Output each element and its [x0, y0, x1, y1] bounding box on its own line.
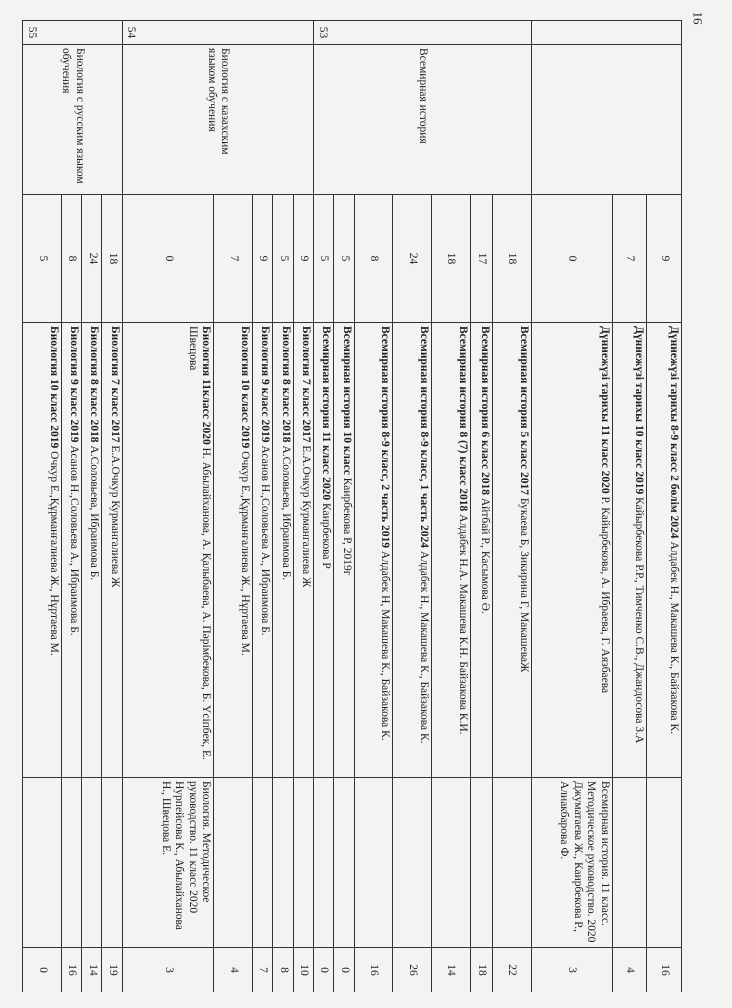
- quantity-cell: 17: [470, 195, 492, 323]
- textbook-authors: Очкур Е.,Құрманғалиева Ж., Нұртаева М.: [238, 448, 251, 656]
- count-cell: 14: [82, 948, 102, 993]
- textbook-title: Всемирная история 6 класс 2018: [478, 326, 491, 495]
- count-cell: 4: [214, 948, 253, 993]
- quantity-cell: 18: [102, 195, 122, 323]
- textbook-title-cell: [23, 323, 62, 778]
- methodical-guide-cell: [252, 778, 272, 948]
- textbook-title: Всемирная история 10 класс: [340, 326, 353, 475]
- quantity-cell: 18: [431, 195, 470, 323]
- textbook-authors: Алдабек Н., Макашева К., Байзакова К.: [668, 538, 680, 735]
- methodical-guide-cell: [313, 778, 333, 948]
- textbook-title-cell: [334, 323, 354, 778]
- count-cell: 3: [122, 948, 214, 993]
- textbook-title-cell: [431, 323, 470, 778]
- textbook-title: Всемирная история 8 (7) класс 2018: [456, 326, 469, 512]
- methodical-guide-cell: [23, 778, 62, 948]
- count-cell: 7: [252, 948, 272, 993]
- subject-cell: Всемирная история: [313, 45, 531, 195]
- quantity-cell: 7: [214, 195, 253, 323]
- quantity-cell: 8: [61, 195, 81, 323]
- count-cell: 0: [334, 948, 354, 993]
- count-cell: 0: [23, 948, 62, 993]
- quantity-cell: 5: [313, 195, 333, 323]
- textbook-authors: Очкур Е.,Құрманғалиева Ж., Нұртаева М.: [47, 448, 60, 656]
- textbook-title-cell: [273, 323, 293, 778]
- methodical-guide-cell: [492, 778, 531, 948]
- textbook-title: Биология 11класс 2020: [200, 326, 213, 445]
- row-index-cell: 54: [122, 21, 313, 45]
- textbook-authors: А.Соловьева, Ибраимова Б.: [88, 442, 101, 581]
- quantity-cell: 24: [82, 195, 102, 323]
- textbook-authors: Айтбай Р., Касымова Ә.: [478, 494, 491, 614]
- textbook-title-cell: [102, 323, 122, 778]
- textbook-title: Биология 9 класс 2019: [68, 326, 81, 443]
- count-cell: 19: [102, 948, 122, 993]
- textbook-title-cell: [393, 323, 432, 778]
- subject-cell: [531, 45, 681, 195]
- table-body: [23, 21, 682, 993]
- textbook-authors: Асанов Н.,Соловьева А., Ибраимова Б.: [68, 442, 81, 636]
- count-cell: 8: [273, 948, 293, 993]
- count-cell: 16: [647, 948, 682, 993]
- textbook-title-cell: [531, 323, 612, 778]
- textbook-title-cell: [82, 323, 102, 778]
- textbook-table-wrapper: [22, 20, 682, 992]
- textbook-title: Биология 7 класс 2017: [108, 326, 121, 443]
- textbook-title-cell: [470, 323, 492, 778]
- count-cell: 26: [393, 948, 432, 993]
- methodical-guide-cell: [354, 778, 393, 948]
- quantity-cell: 7: [612, 195, 647, 323]
- methodical-guide-cell: [431, 778, 470, 948]
- textbook-title: Всемирная история 8-9 класс, 2 часть 2019: [379, 326, 392, 549]
- textbook-title: Всемирная история 11 класс 2020: [320, 326, 333, 501]
- count-cell: 16: [354, 948, 393, 993]
- row-index-cell: 53: [313, 21, 531, 45]
- subject-cell: Биология с русским языком обучения: [23, 45, 123, 195]
- textbook-title-cell: [214, 323, 253, 778]
- textbook-title: Биология 7 класс 2017: [299, 326, 312, 443]
- methodical-guide-cell: [470, 778, 492, 948]
- quantity-cell: 9: [293, 195, 313, 323]
- quantity-cell: 5: [334, 195, 354, 323]
- rotated-table-container: [22, 20, 682, 992]
- textbook-authors: Кайырбекова Р.Р., Тимченко С.В., Джандосова З.А: [633, 494, 646, 744]
- count-cell: 14: [431, 948, 470, 993]
- textbook-authors: Р. Кайырбекова, А. Ибраева, Г. Аязбаева: [598, 493, 611, 694]
- methodical-guide-cell: Всемирная история. 11 класс. Методическое руководство. 2020 Джуматаева Ж., Каирбекова Р., Алиакбарова Ф.: [531, 778, 612, 948]
- count-cell: 4: [612, 948, 647, 993]
- textbook-title-cell: [492, 323, 531, 778]
- methodical-guide-cell: Биология. Методическое руководство. 11 класс 2020 Нурпейсова К., Абылайханова Н., Швецова Е.: [122, 778, 214, 948]
- textbook-title: Всемирная история 8-9 класс, 1 часть 2024: [417, 326, 430, 549]
- table-row: [647, 21, 682, 993]
- methodical-guide-cell: [82, 778, 102, 948]
- textbook-title: Биология 8 класс 2018: [279, 326, 292, 443]
- textbook-authors: Алдабек Н, Макашева К., Байзакова К.: [379, 548, 392, 741]
- textbook-inventory-table: [22, 20, 682, 992]
- textbook-authors: Букаева Б, Зикирина Г, МакашеваЖ: [517, 494, 530, 673]
- count-cell: 18: [470, 948, 492, 993]
- textbook-title-cell: [612, 323, 647, 778]
- textbook-title: Биология 10 класс 2019: [238, 326, 251, 449]
- quantity-cell: 9: [252, 195, 272, 323]
- count-cell: 3: [531, 948, 612, 993]
- methodical-guide-cell: [612, 778, 647, 948]
- count-cell: 10: [293, 948, 313, 993]
- textbook-title: Дүниежүзі тарихы 11 класс 2020: [598, 326, 611, 494]
- textbook-title-cell: [293, 323, 313, 778]
- quantity-cell: 9: [647, 195, 682, 323]
- textbook-title: Дүниежүзі тарихы 10 класс 2019: [633, 326, 646, 495]
- methodical-guide-cell: [273, 778, 293, 948]
- methodical-guide-cell: [61, 778, 81, 948]
- table-row: [102, 21, 122, 993]
- textbook-authors: А.Соловьева, Ибраимова Б.: [279, 442, 292, 581]
- methodical-guide-cell: [214, 778, 253, 948]
- page-number: 16: [690, 11, 706, 25]
- quantity-cell: 0: [122, 195, 214, 323]
- textbook-title: Биология 10 класс 2019: [47, 326, 60, 449]
- methodical-guide-cell: [393, 778, 432, 948]
- textbook-authors: Каирбекова Р: [320, 500, 333, 569]
- quantity-cell: 8: [354, 195, 393, 323]
- textbook-title: Биология 9 класс 2019: [259, 326, 272, 443]
- textbook-title: Дүниежүзі тарихы 8-9 класс 2 бөлім 2024: [668, 326, 680, 539]
- textbook-title: Биология 8 класс 2018: [88, 326, 101, 443]
- textbook-title-cell: [252, 323, 272, 778]
- table-row: [492, 21, 531, 993]
- textbook-title: Всемирная история 5 класс 2017: [517, 326, 530, 495]
- textbook-authors: Е.А.Очкур Курмангалиева Ж: [299, 442, 312, 588]
- subject-cell: Биология с казахским языком обучения: [122, 45, 313, 195]
- methodical-guide-cell: [102, 778, 122, 948]
- quantity-cell: 5: [23, 195, 62, 323]
- count-cell: 16: [61, 948, 81, 993]
- textbook-authors: Алдабек Н., Макашева К., Байзакова К.: [417, 548, 430, 744]
- quantity-cell: 5: [273, 195, 293, 323]
- textbook-authors: Е.А.Очкур Курмангалиева Ж: [108, 442, 121, 588]
- methodical-guide-cell: [334, 778, 354, 948]
- textbook-title-cell: [354, 323, 393, 778]
- textbook-title-cell: [313, 323, 333, 778]
- methodical-guide-cell: [293, 778, 313, 948]
- textbook-authors: Каирбекова Р, 2019г: [340, 474, 353, 576]
- methodical-guide-cell: [647, 778, 682, 948]
- textbook-authors: Н. Абылайханова, А. Қалыбаева, А. Пәрімбекова, Б. Үсіпбек, Е. Швецова: [186, 326, 213, 760]
- count-cell: 0: [313, 948, 333, 993]
- quantity-cell: 0: [531, 195, 612, 323]
- textbook-title-cell: [61, 323, 81, 778]
- row-index-cell: 55: [23, 21, 123, 45]
- count-cell: 22: [492, 948, 531, 993]
- textbook-authors: Алдабек Н.А. Макашева К.Н. Байзакова К.И.: [456, 511, 469, 735]
- textbook-title-cell: [122, 323, 214, 778]
- quantity-cell: 18: [492, 195, 531, 323]
- textbook-title-cell: [647, 323, 682, 778]
- textbook-authors: Асанов Н.,Соловьева А., Ибраимова Б.: [259, 442, 272, 636]
- quantity-cell: 24: [393, 195, 432, 323]
- table-row: [293, 21, 313, 993]
- row-index-cell: [531, 21, 681, 45]
